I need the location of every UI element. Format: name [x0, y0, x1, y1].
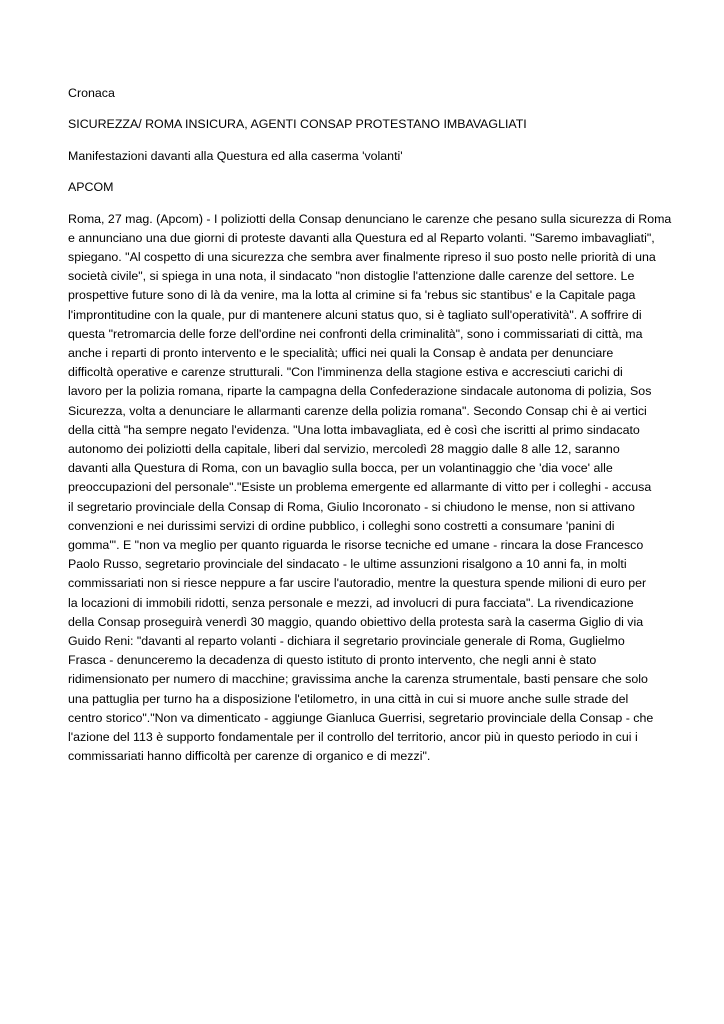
body-line: anche i reparti di pronto intervento e le specialità; uffici nei quali la Consap è andata per denunciare	[68, 345, 614, 360]
body-line: commissariati non si riesce neppure a far uscire l'autoradio, mentre la questura spende milioni di euro per	[68, 576, 647, 591]
body-line: Guido Reni: "davanti al reparto volanti - dichiara il segretario provinciale generale di Roma, Guglielmo	[68, 634, 625, 649]
body-line: la locazioni di immobili ridotti, senza personale e mezzi, ad involucri di pura facciata". La rivendicazione	[68, 595, 634, 610]
body-line: convenzioni e nei durissimi servizi di ordine pubblico, i colleghi sono costretti a consumare 'panini di	[68, 518, 615, 533]
body-line: il segretario provinciale della Consap di Roma, Giulio Incoronato - si chiudono le mense, non si attivano	[68, 499, 635, 514]
body-line: Frasca - denunceremo la decadenza di questo istituto di pronto intervento, che negli anni è stato	[68, 653, 597, 668]
body-line: questa "retromarcia delle forze dell'ordine nei confronti della criminalità", sono i commissariati di città, ma	[68, 326, 643, 341]
body-line: della città "ha sempre negato l'evidenza. "Una lotta imbavagliata, ed è così che iscritti al primo sindacato	[68, 422, 640, 437]
body-line: una pattuglia per turno ha a disposizione l'etilometro, in una città in cui si muore anche sulle strade del	[68, 691, 629, 706]
body-line: l'improntitudine con la quale, pur di mantenere alcuni status quo, si è tagliato sull'operatività". A soffrire di	[68, 307, 642, 322]
body-line: Roma, 27 mag. (Apcom) - I poliziotti della Consap denunciano le carenze che pesano sulla sicurezza di Roma	[68, 211, 672, 226]
body-line: preoccupazioni del personale"."Esiste un problema emergente ed allarmante di vitto per i colleghi - accusa	[68, 480, 652, 495]
body-line: centro storico"."Non va dimenticato - aggiunge Gianluca Guerrisi, segretario provinciale della Consap - che	[68, 710, 654, 725]
body-line: lavoro per la polizia romana, riparte la campagna della Confederazione sindacale autonoma di polizia, Sos	[68, 384, 652, 399]
body-line: l'azione del 113 è supporto fondamentale per il controllo del territorio, ancor più in questo periodo in cui i	[68, 730, 638, 745]
body-line: davanti alla Questura di Roma, con un bavaglio sulla bocca, per un volantinaggio che 'dia voce' alle	[68, 461, 613, 476]
body-line: gomma'". E "non va meglio per quanto riguarda le risorse tecniche ed umane - rincara la dose Francesco	[68, 538, 644, 553]
body-line: ridimensionato per numero di macchine; gravissima anche la carenza strumentale, basti pensare che solo	[68, 672, 648, 687]
body-line: e annunciano una due giorni di proteste davanti alla Questura ed al Reparto volanti. "Saremo imbavagliati",	[68, 230, 655, 245]
body-line: difficoltà operative e carenze strutturali. "Con l'imminenza della stagione estiva e accresciuti carichi di	[68, 365, 623, 380]
body-line: commissariati hanno difficoltà per carenze di organico e di mezzi".	[68, 749, 431, 764]
agency-label: APCOM	[68, 180, 114, 195]
body-line: prospettive future sono di là da venire, ma la lotta al crimine si fa 'rebus sic stantibus' e la Capitale paga	[68, 288, 636, 303]
body-line: della Consap proseguirà venerdì 30 maggio, quando obiettivo della protesta sarà la caserma Giglio di via	[68, 614, 644, 629]
section-label: Cronaca	[68, 86, 115, 100]
body-line: autonomo dei poliziotti della capitale, liberi dal servizio, mercoledì 28 maggio dalle 8 alle 12, saranno	[68, 442, 620, 456]
article-body	[68, 210, 672, 767]
subheadline: Manifestazioni davanti alla Questura ed alla caserma 'volanti'	[68, 148, 403, 163]
headline: SICUREZZA/ ROMA INSICURA, AGENTI CONSAP PROTESTANO IMBAVAGLIATI	[68, 117, 527, 132]
body-line: Paolo Russo, segretario provinciale del sindacato - le ultime assunzioni risalgono a 10 anni fa, in molti	[68, 557, 627, 572]
body-line: Sicurezza, volta a denunciare le allarmanti carenze della polizia romana". Secondo Consap chi è ai vertici	[68, 403, 647, 418]
article	[68, 84, 672, 766]
body-line: spiegano. "Al cospetto di una sicurezza che sembra aver finalmente ripreso il suo posto nelle priorità di una	[68, 249, 656, 264]
body-line: società civile", si spiega in una nota, il sindacato "non distoglie l'attenzione dalle carenze del settore. Le	[68, 269, 635, 284]
